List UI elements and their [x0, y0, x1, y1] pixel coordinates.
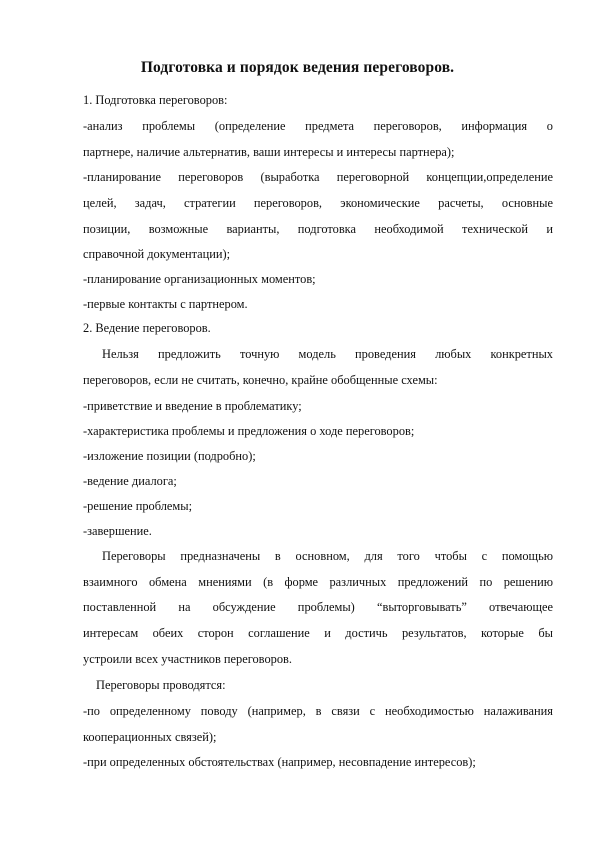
text-line: -приветствие и введение в проблематику; — [83, 399, 302, 413]
text-line: Переговоры проводятся: — [96, 678, 226, 692]
text-line: переговоров, если не считать, конечно, крайне обобщенные схемы: — [83, 373, 438, 387]
text-line: -по определенному поводу (например, в связи с необходимостью налаживания — [83, 704, 553, 718]
text-line: поставленной на обсуждение проблемы) “выторговывать” отвечающее — [83, 600, 553, 614]
text-line: -планирование переговоров (выработка переговорной концепции,определение — [83, 170, 553, 184]
text-line: Переговоры предназначены в основном, для того чтобы с помощью — [102, 549, 553, 563]
text-line: -завершение. — [83, 524, 152, 538]
text-line: -планирование организационных моментов; — [83, 272, 316, 286]
text-line: справочной документации); — [83, 247, 231, 261]
text-line: взаимного обмена мнениями (в форме различных предложений по решению — [83, 575, 553, 589]
text-line: 1. Подготовка переговоров: — [83, 93, 228, 107]
text-line: -ведение диалога; — [83, 474, 177, 488]
text-line: Нельзя предложить точную модель проведения любых конкретных — [102, 347, 553, 361]
text-line: -при определенных обстоятельствах (например, несовпадение интересов); — [83, 755, 476, 769]
text-line: -анализ проблемы (определение предмета переговоров, информация о — [83, 119, 553, 133]
text-line: -решение проблемы; — [83, 499, 193, 513]
text-line: устроили всех участников переговоров. — [83, 652, 292, 666]
text-line: целей, задач, стратегии переговоров, экономические расчеты, основные — [83, 196, 553, 210]
text-line: кооперационных связей); — [83, 730, 217, 744]
text-line: -изложение позиции (подробно); — [83, 449, 256, 463]
text-line: -характеристика проблемы и предложения о ходе переговоров; — [83, 424, 415, 438]
text-line: партнере, наличие альтернатив, ваши интересы и интересы партнера); — [83, 145, 455, 159]
text-line: 2. Ведение переговоров. — [83, 321, 211, 335]
text-line: позиции, возможные варианты, подготовка необходимой технической и — [83, 222, 553, 236]
text-line: интересам обеих сторон соглашение и достичь результатов, которые бы — [83, 626, 553, 640]
text-line: -первые контакты с партнером. — [83, 297, 248, 311]
page-title: Подготовка и порядок ведения переговоров. — [140, 59, 455, 76]
